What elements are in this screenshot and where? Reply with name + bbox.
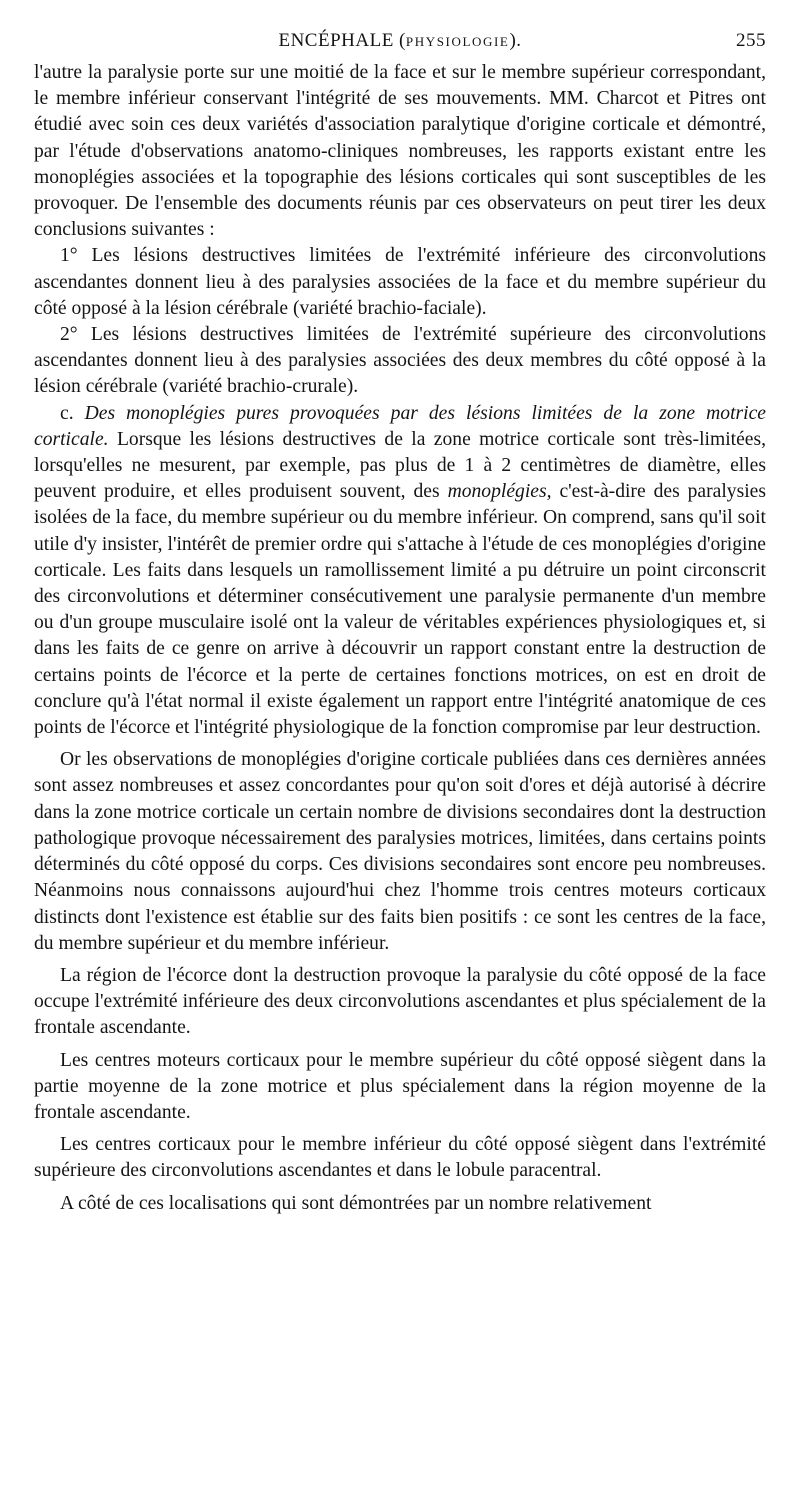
- running-title-end: ).: [509, 30, 522, 51]
- section-text-a: Lorsque les lésions destructives de la zone motrice corticale sont très-limitées, lorsqu'elles ne mesurent, par exemple, pas plus de 1 à 2 centimètres de diamètre, elles peuvent produire, et elles produisent souvent, des: [34, 428, 766, 503]
- paragraph-final: A côté de ces localisations qui sont démontrées par un nombre relativement: [60, 1192, 652, 1214]
- section-c-paragraph: [34, 401, 766, 742]
- term-monoplegies: monoplégies,: [447, 481, 552, 503]
- conclusion-two: 2° Les lésions destructives limitées de l'extrémité supérieure des circonvolutions ascendantes donnent lieu à des paralysies associées des deux membres du côté opposé à la lésion cérébrale (variété brachio-crurale).: [34, 324, 766, 398]
- paragraph-continuation: l'autre la paralysie porte sur une moitié de la face et sur le membre supérieur correspondant, le membre inférieur conservant l'intégrité de ses mouvements. MM. Charcot et Pitres ont étudié avec soin ces deux variétés d'association paralytique d'origine corticale et démontré, par l'étude d'observations anatomo-cliniques nombreuses, les rapports existant entre les monoplégies associées et la topographie des lésions corticales qui sont susceptibles de les provoquer. De l'ensemble des documents réunis par ces observateurs on peut tirer les deux conclusions suivantes :: [34, 62, 766, 241]
- section-text-b: c'est-à-dire des paralysies isolées de la face, du membre supérieur ou du membre inférieur. On comprend, sans qu'il soit utile d'y insister, l'intérêt de premier ordre qui s'attache à l'étude de ces monoplégies d'origine corticale. Les faits dans lesquels un ramollissement limité a pu détruire un point circonscrit des circonvolutions et déterminer consécutivement une paralysie permanente d'un membre ou d'un groupe musculaire isolé ont la valeur de véritables expériences physiologiques et, si dans les faits de ce genre on arrive à découvrir un rapport constant entre la destruction de certains points de l'écorce et la perte de certaines fonctions motrices, on est en droit de conclure qu'à l'état normal il existe également un rapport entre l'intégrité anatomique de ces points de l'écorce et l'intégrité physiologique de la fonction compromise par leur destruction.: [34, 481, 766, 739]
- paragraph-observations: Or les observations de monoplégies d'origine corticale publiées dans ces dernières années sont assez nombreuses et assez concordantes pour qu'on soit d'ores et déjà autorisé à décrire dans la zone motrice corticale un certain nombre de divisions secondaires dont la destruction pathologique provoque nécessairement des paralysies motrices, limitées, dans certains points déterminés du côté opposé du corps. Ces divisions secondaires sont encore peu nombreuses. Néanmoins nous connaissons aujourd'hui chez l'homme trois centres moteurs corticaux distincts dont l'existence est établie sur des faits bien positifs : ce sont les centres de la face, du membre supérieur et du membre inférieur.: [34, 749, 766, 954]
- paragraph-upper-limb-center: Les centres moteurs corticaux pour le membre supérieur du côté opposé siègent dans la partie moyenne de la zone motrice et plus spécialement dans la région moyenne de la frontale ascendante.: [34, 1049, 766, 1123]
- running-title: [34, 30, 766, 52]
- page-number: 255: [736, 30, 766, 51]
- paragraph-lower-limb-center: Les centres corticaux pour le membre inférieur du côté opposé siègent dans l'extrémité supérieure des circonvolutions ascendantes et dans le lobule paracentral.: [34, 1134, 766, 1182]
- conclusion-one: 1° Les lésions destructives limitées de l'extrémité inférieure des circonvolutions ascendantes donnent lieu à des paralysies associées de la face et du membre supérieur du côté opposé à la lésion cérébrale (variété brachio-faciale).: [34, 245, 766, 319]
- section-label: c.: [60, 402, 74, 424]
- paragraph-face-center: La région de l'écorce dont la destruction provoque la paralysie du côté opposé de la face occupe l'extrémité inférieure des deux circonvolutions ascendantes et plus spécialement de la frontale ascendante.: [34, 964, 766, 1039]
- running-title-main: ENCÉPHALE (: [278, 30, 406, 51]
- section-heading: Des monoplégies pures provoquées par des lésions limitées de la zone motrice corticale.: [34, 402, 766, 450]
- running-head: [34, 30, 766, 60]
- running-title-subject: PHYSIOLOGIE: [405, 34, 510, 49]
- book-page: [34, 30, 766, 1217]
- body-text: [34, 60, 766, 1217]
